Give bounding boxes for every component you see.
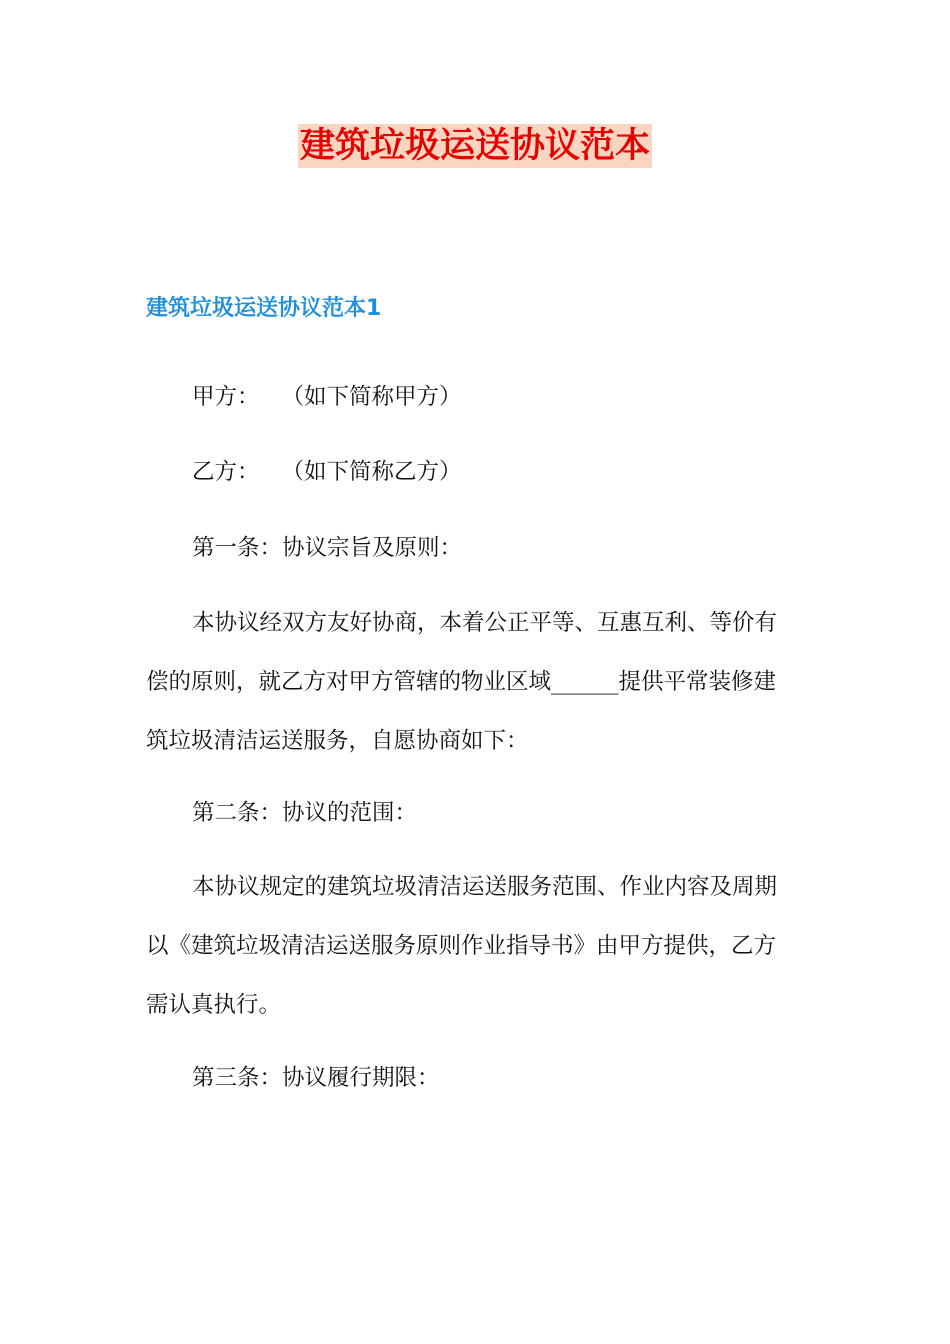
party-b-note: （如下简称乙方）	[281, 459, 462, 485]
party-b-label: 乙方：	[192, 459, 260, 485]
party-b-line	[146, 443, 810, 502]
party-a-label: 甲方：	[192, 384, 260, 410]
article-1-line: 偿的原则，就乙方对甲方管辖的物业区域______提供平常装修建	[146, 669, 777, 695]
article-1-body	[146, 594, 810, 771]
article-2-title: 第二条：协议的范围：	[192, 800, 418, 826]
party-a-line	[146, 368, 810, 427]
party-a-note: （如下简称甲方）	[281, 384, 462, 410]
article-2-line: 以《建筑垃圾清洁运送服务原则作业指导书》由甲方提供，乙方	[146, 933, 777, 959]
article-1-line: 本协议经双方友好协商，本着公正平等、互惠互利、等价有	[192, 610, 778, 636]
article-2-line: 本协议规定的建筑垃圾清洁运送服务范围、作业内容及周期	[192, 874, 778, 900]
section-heading: 建筑垃圾运送协议范本1	[146, 296, 382, 321]
article-1-line: 筑垃圾清洁运送服务，自愿协商如下：	[146, 728, 529, 754]
document-title	[0, 124, 950, 178]
document-title-text: 建筑垃圾运送协议范本	[299, 125, 650, 166]
article-1-title: 第一条：协议宗旨及原则：	[192, 535, 463, 561]
article-2-body	[146, 858, 810, 1035]
article-2-line: 需认真执行。	[146, 992, 282, 1018]
article-3-title: 第三条：协议履行期限：	[192, 1065, 440, 1091]
